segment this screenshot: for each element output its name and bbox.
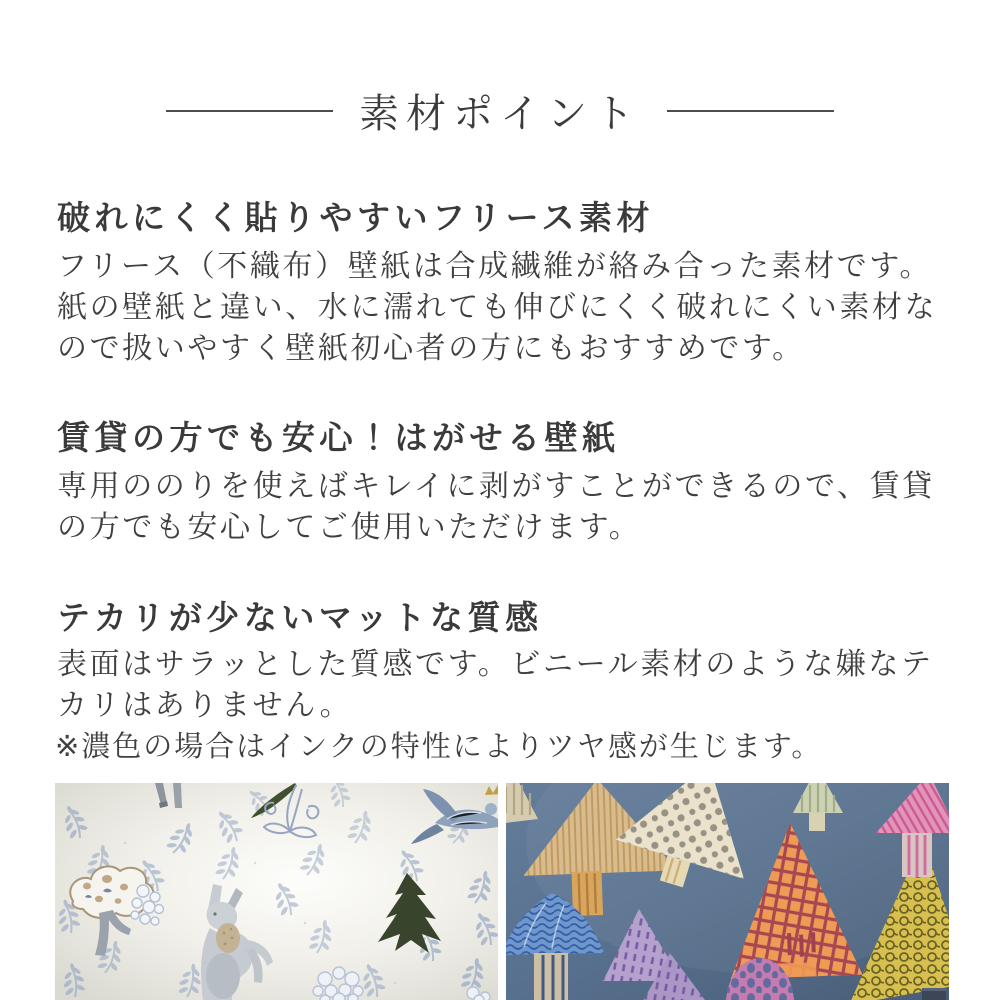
section-heading-matte: テカリが少ないマットな質感 <box>57 599 543 636</box>
dark-object-bottom-right <box>922 988 946 1000</box>
light-wallpaper-illustration <box>55 783 498 1000</box>
section-heading-fleece: 破れにくく貼りやすいフリース素材 <box>57 199 655 236</box>
dark-wallpaper-illustration <box>506 783 949 1000</box>
section-body-removable <box>57 466 935 548</box>
section-body-fleece <box>57 246 937 369</box>
wallpaper-samples-row <box>55 783 949 1000</box>
note-text: ※濃色の場合はインクの特性によりツヤ感が生じます。 <box>55 731 823 763</box>
divider-line-right <box>667 110 834 112</box>
page-title: 素材ポイント <box>359 92 641 136</box>
body-text-line: カリはありません。 <box>57 689 353 722</box>
body-text-line: ので扱いやすく壁紙初心者の方にもおすすめです。 <box>57 332 805 365</box>
section-body-matte <box>57 644 934 726</box>
wallpaper-sample-light <box>55 783 498 1000</box>
body-text-line: の方でも安心してご使用いただけます。 <box>57 511 642 544</box>
wallpaper-sample-dark <box>506 783 949 1000</box>
body-text-line: 紙の壁紙と違い、水に濡れても伸びにくく破れにくい素材な <box>57 291 938 324</box>
body-text-line: フリース（不織布）壁紙は合成繊維が絡み合った素材です。 <box>57 250 933 283</box>
page-title-row <box>0 82 1000 139</box>
divider-line-left <box>166 110 333 112</box>
body-text-line: 専用ののりを使えばキレイに剥がすことができるので、賃貸 <box>57 470 935 503</box>
body-text-line: 表面はサラッとした質感です。ビニール素材のような嫌なテ <box>57 648 934 681</box>
section-heading-removable: 賃貸の方でも安心！はがせる壁紙 <box>57 419 620 456</box>
